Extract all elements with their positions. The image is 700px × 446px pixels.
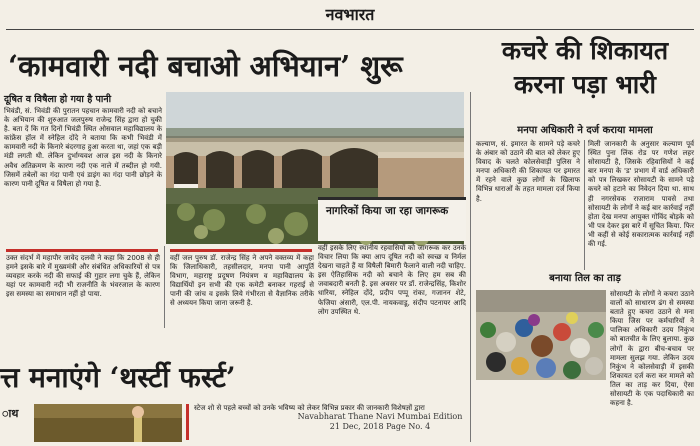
- story3-text: स्टेज शो से पहले बच्चों को उनके भविष्य को लेकर विभिन्न प्रकार की जानकारी विशेषज्ञों द्वारा: [194, 404, 425, 412]
- story1-headline: ‘कामवारी नदी बचाओ अभियान’ शुरू: [8, 49, 403, 83]
- story3-photo: [34, 404, 182, 442]
- masthead: नवभारत: [0, 0, 700, 30]
- story1-column-3: वहीं इसके लिए स्थानीय रहवासियों को जागरूक कर उनके विचार लिया कि क्या आप दूषित नदी को स्वच्छ व निर्मल देखना चाहते हैं या विषैली बिमारी फैलाने वाली नदी चाहिए. इस ऐतिहासिक नदी को बचाने के लिए हम सब की जवाबदारी बनती है. इस अवसर पर डॉ. राजेन्द्रसिंह, किशोर धारिया, स्नेहिल दोंदे, प्रदीप पप्पू रांका, गजानन शेटे, फेजिया अंसारी, एल.पी. नायकवाडू, संदीप पटनायर आदि लोग उपस्थित थे.: [318, 244, 466, 316]
- story2-photo-garbage: [476, 290, 606, 380]
- story2-column-3a: सोसायटी के लोगों ने कचरा उठाने वालों को साधारण ढंग से समस्या बताते हुए कचरा उठाने से मना किया जिस पर कर्मचारियों ने पालिका अधिकारी उदय निकुंभ को बातचीत के लिए बुलाया. कुछ लोगों के द्वारा बीच-बचाव पर मामला सुलझ गया. लेकिन उदय निकुंभ ने कोलसेवाड़ी में इसकी शिकायत दर्ज करा कर मामले को तिल का ताड़ कर दिया, ऐसा सोसायटी के एक पदाधिकारी का कहना है.: [610, 290, 694, 408]
- story2-column-rule: [584, 140, 585, 270]
- story2-column-2: मिली जानकारी के अनुसार कल्याण पूर्व स्थित पुना लिंक रोड पर गणेश लहर सोसायटी है, जिसके रहिवासियों ने कई बार मनपा के 'ड' प्रभाग में वार्ड अधिकारी को पत्र लिखकर सोसायटी के सामने पड़े कचरे को हटाने का निवेदन दिया था. साथ ही नगरसेवक राजाराम पावसे तथा सोसायटी के लोगों ने कई बार कार्रवाई नहीं होता देख मनपा आयुक्त गोविंद बोड़के को भी पत्र देकर इस बारे में सूचित किया. फिर भी कहीं से कोई सकारात्मक कार्रवाई नहीं की गई.: [588, 140, 694, 249]
- story1-box-accent: [6, 249, 158, 252]
- story3-accent: [186, 404, 189, 440]
- edition-date-page: 21 Dec, 2018 Page No. 4: [329, 422, 431, 431]
- story3-headline: त्त मनाएंगे ‘थर्स्टी फर्स्ट’: [0, 361, 236, 394]
- story3-photo-svg: [34, 404, 182, 442]
- story1-column-1b: उक्त संदर्भ में महापौर जावेद दलवी ने कहा कि 2008 से ही हमने इसके बारे में मुख्यमंत्री और संबंधित अधिकारियों से पत्र व्यवहार करके नदी की सफाई की गुहार लगा चुके हैं, लेकिन यहां पर कामवारी नदी भी राजनीति के भंवरजाल के कारण इस समस्या का समाधान नहीं हो पाया.: [6, 254, 160, 299]
- edition-footer: [230, 412, 530, 432]
- edition-name: Navabharat Thane Navi Mumbai Edition: [297, 412, 463, 421]
- story3-lead-fragment: ाथ: [2, 407, 19, 420]
- story1-box-accent-2: [170, 249, 312, 252]
- column-rule: [164, 246, 165, 328]
- story1-callout: नागरिकों किया जा रहा जागरूक: [318, 197, 466, 241]
- story1-column-1: भिवंडी, सं. भिवंडी की पुरातन पहचान कामवारी नदी को बचाने के अभियान की शुरुआत जलपुरुष राजेन्द्र सिंह द्वारा हो चुकी है. बता दें कि गत दिनों भिवंडी स्थित ओसवाल महाविद्यालय के कांफ्रेंस हॉल में स्नेहिल दोंदे ने बताया कि कभी भिवंडी में कामवारी नदी के किनारे बंदरगाह हुआ करता था, जहां एक बड़ी मंडी लगती थी. लेकिन दुर्भाग्यवश आज इस नदी के किनारे अवैध अतिक्रमण के कारण नदी एक नाले में तब्दील हो गयी. जिसमें तबेलों का गंदा पानी एवं डाइंग का गंदा पानी छोड़ने के कारण पानी दूषित व विषैला हो गया है.: [4, 107, 162, 188]
- story2-headline: कचरे की शिकायत करना पड़ा भारी: [501, 36, 669, 99]
- vertical-rule-right: [470, 92, 471, 442]
- story1-dek: दूषित व विषैला हो गया है पानी: [4, 94, 112, 105]
- masthead-rule: [6, 29, 694, 30]
- story2-column-1: कल्याण, सं. इमारत के सामने पड़े कचरे के अंबार को उठाने की बात को लेकर हुए विवाद के चलते कोलसेवाड़ी पुलिस ने मनपा अधिकारी की शिकायत पर इमारत में रहने वाले कुछ लोगों के खिलाफ विभिन्न धाराओं के तहत मामला दर्ज किया है.: [476, 140, 580, 203]
- garbage-photo-svg: [476, 290, 606, 380]
- story2-subhead: मनपा अधिकारी ने दर्ज कराया मामला: [517, 125, 653, 136]
- story1-column-2: वहीं जल पुरुष डॉ. राजेन्द्र सिंह ने अपने वक्तव्य में कहा कि जिलाधिकारी, तहसीलदार, मनपा पानी आपूर्ति विभाग, महाराष्ट्र प्रदूषण नियंत्रण व महाविद्यालय के विद्यार्थियों इन सभी की एक कमेटी बनाकर गहराई से पानी की जांच व इसके लिये गंभीरता से वैज्ञानिक तरीके से अध्ययन किया जाना जरूरी है.: [170, 254, 314, 308]
- story2-subhead-2: बनाया तिल का ताड़: [549, 273, 621, 284]
